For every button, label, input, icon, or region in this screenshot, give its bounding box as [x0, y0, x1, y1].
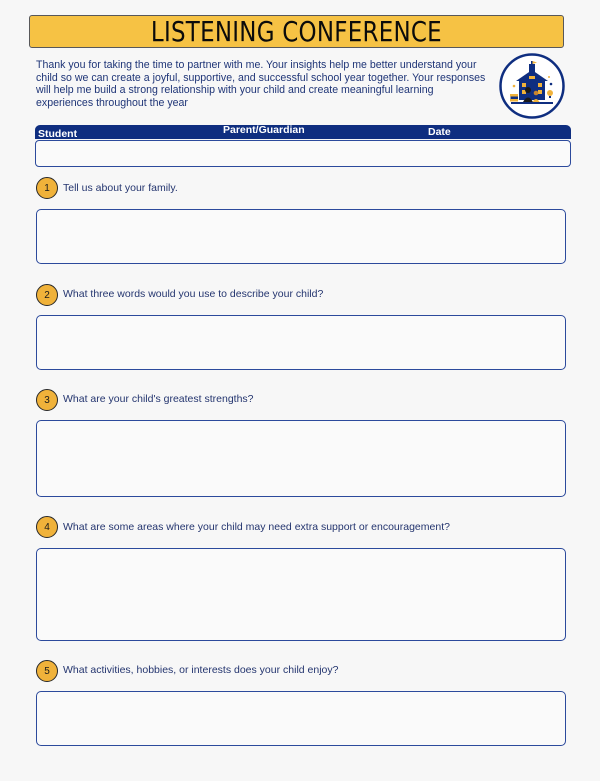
question-text: What are your child's greatest strengths? [63, 393, 254, 405]
answer-box-3[interactable] [36, 420, 566, 497]
question-text: Tell us about your family. [63, 182, 178, 194]
question-number-badge: 2 [36, 284, 58, 306]
question-number-badge: 3 [36, 389, 58, 411]
question-text: What activities, hobbies, or interests does your child enjoy? [63, 664, 339, 676]
info-entry-field[interactable] [35, 140, 571, 167]
intro-text: Thank you for taking the time to partner with me. Your insights help me better understand your child so we can create a joyful, supportive, and successful school year together. Your responses will help me build a strong relationship with your child and create meaningful learning experiences throughout the year [36, 59, 486, 109]
answer-box-1[interactable] [36, 209, 566, 264]
info-header-bar [35, 125, 571, 139]
answer-box-5[interactable] [36, 691, 566, 746]
question-text: What are some areas where your child may need extra support or encouragement? [63, 521, 450, 533]
question-number-badge: 1 [36, 177, 58, 199]
title-banner [29, 15, 564, 48]
question-number-badge: 5 [36, 660, 58, 682]
school-building-icon [499, 53, 565, 119]
question-text: What three words would you use to describe your child? [63, 288, 324, 300]
question-number-badge: 4 [36, 516, 58, 538]
date-label: Date [428, 126, 451, 138]
page-title: LISTENING CONFERENCE [151, 14, 442, 48]
answer-box-2[interactable] [36, 315, 566, 370]
parent-guardian-label: Parent/Guardian [223, 124, 305, 136]
student-label: Student [38, 128, 78, 140]
answer-box-4[interactable] [36, 548, 566, 641]
